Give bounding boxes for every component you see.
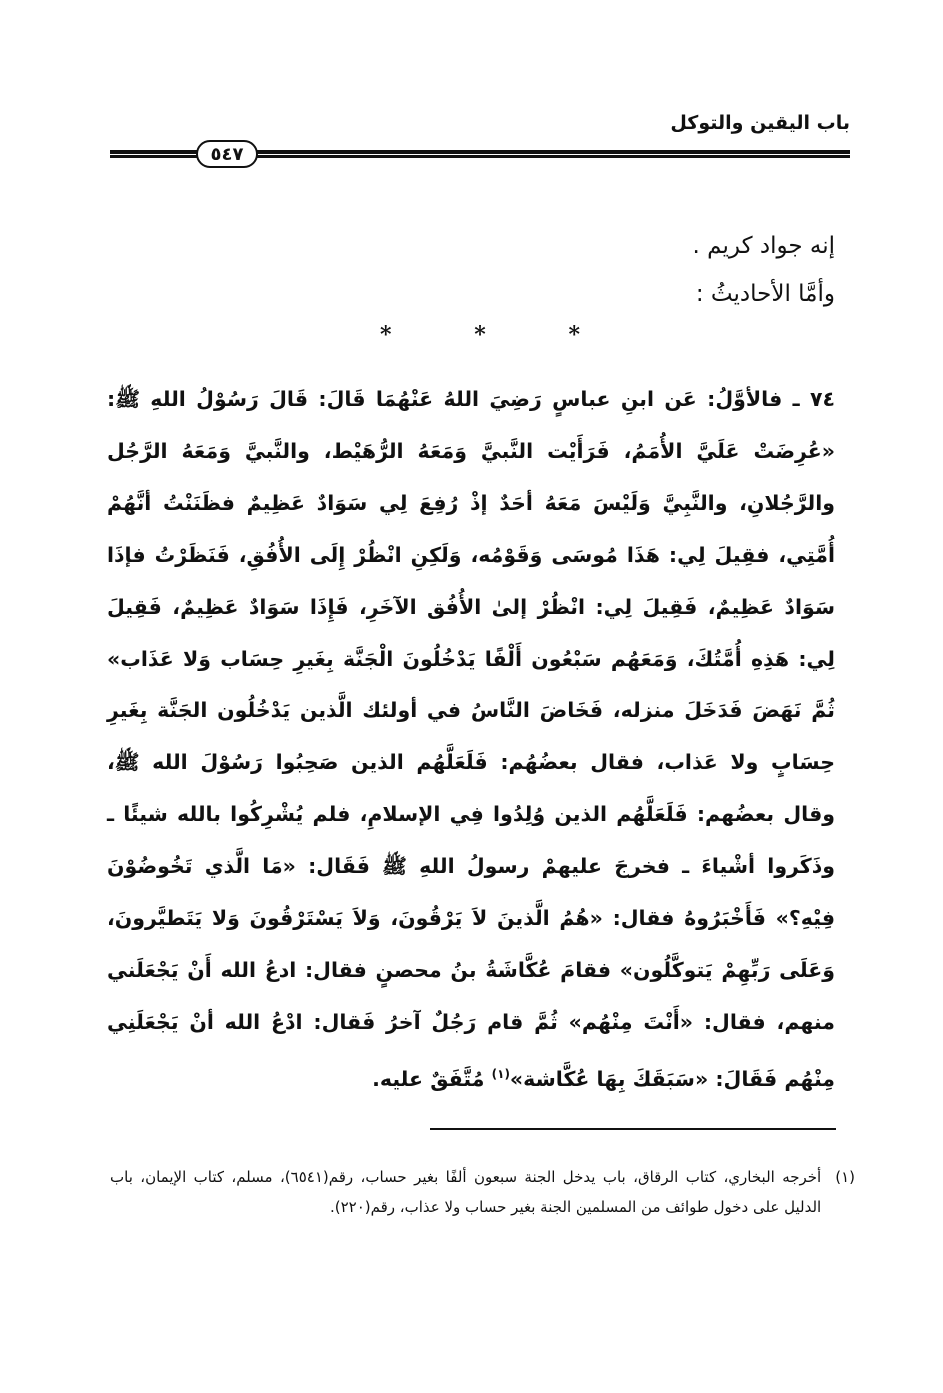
page-header (110, 112, 850, 172)
hadith-paragraph (107, 374, 835, 1106)
footnote (110, 1162, 855, 1222)
footnote-text: أخرجه البخاري، كتاب الرقاق، باب يدخل الجنة سبعون ألفًا بغير حساب، رقم(٦٥٤١)، مسلم، كتاب الإيمان، باب الدليل على دخول طوائف من المسلمين الجنة بغير حساب ولا عذاب، رقم(٢٢٠). (110, 1168, 822, 1216)
intro-line-2: وأمَّا الأحاديثُ : (695, 281, 835, 307)
hadith-body (107, 374, 835, 1106)
separator-star: * (380, 322, 392, 348)
intro-line-1: إنه جواد كريم . (692, 233, 835, 259)
intro-text (108, 222, 835, 318)
hadith-text: ٧٤ ـ فالأوَّلُ: عَن ابنِ عباسٍ رَضِيَ اللهُ عَنْهُمَا قَالَ: قَالَ رَسُوْلُ اللهِ ﷺ: «عُرِضَتْ عَلَيَّ الأُمَمُ، فَرَأَيْت النَّبيَّ وَمَعَهُ الرُّهَيْط، والنَّبيَّ وَمَعَهُ الرَّجُل والرَّجُلانِ، والنَّبِيَّ وَلَيْسَ مَعَهُ أحَدٌ إذْ رُفِعَ لِي سَوَادٌ عَظِيمٌ فظَنَنْتُ أنَّهُمْ أُمَّتِي، فقِيلَ لِي: هَذَا مُوسَى وَقَوْمُه، وَلَكِنِ انْظُرْ إِلَى الأُفُقِ، فَنَظَرْتُ فإذَا سَوَادٌ عَظِيمٌ، فَقِيلَ لِي: انْظُرْ إلىٰ الأُفُق الآخَرِ، فَإِذَا سَوَادٌ عَظِيمٌ، فَقِيلَ لِي: هَذِهِ أُمَّتُكَ، وَمَعَهُم سَبْعُون أَلْفًا يَدْخُلُونَ الْجَنَّة بِغَيرِ حِسَاب وَلا عَذَاب» ثُمَّ نَهَضَ فَدَخَلَ منزله، فَخَاضَ النَّاسُ في أولئك الَّذين يَدْخُلُون الجَنَّة بِغَيرِ حِسَابٍ ولا عَذاب، فقال بعضُهُم: فَلَعَلَّهُم الذين صَحِبُوا رَسُوْلَ الله ﷺ، وقال بعضُهم: فَلَعَلَّهُم الذين وُلِدُوا فِي الإسلامِ، فلم يُشْرِكُوا بالله شيئًا ـ وذَكَروا أشْياءَ ـ فخرجَ عليهمْ رسولُ اللهِ ﷺ فَقَال: «مَا الَّذي تَخُوضُوْنَ فِيْهِ؟» فَأَخْبَرُوهُ فقال: «هُمُ الَّذينَ لاَ يَرْقُونَ، وَلاَ يَسْتَرْقُونَ وَلا يَتَطيَّرونَ، وَعَلَى رَبِّهِمْ يَتوكَّلُون» فقامَ عُكَّاشَةُ بنُ محصنٍ فقال: ادعُ الله أَنْ يَجْعَلَني منهم، فقال: «أَنْتَ مِنْهُم» ثُمَّ قام رَجُلٌ آخرُ فَقال: ادْعُ الله أنْ يَجْعَلَنِي مِنْهُم فَقَالَ: «سَبَقَكَ بِهَا عُكَّاشة» (107, 387, 835, 1091)
page-number: ٥٤٧ (196, 140, 258, 168)
separator-star: * (568, 322, 580, 348)
footnote-separator (430, 1128, 836, 1130)
chapter-title: باب اليقين والتوكل (670, 112, 850, 134)
separator-star: * (474, 322, 486, 348)
footnote-marker: (١) (835, 1168, 855, 1186)
header-rule (110, 140, 850, 168)
footnote-reference: (١) (491, 1066, 510, 1081)
hadith-closing: مُتَّفَقٌ عليه. (372, 1066, 492, 1091)
section-separator (380, 322, 580, 348)
